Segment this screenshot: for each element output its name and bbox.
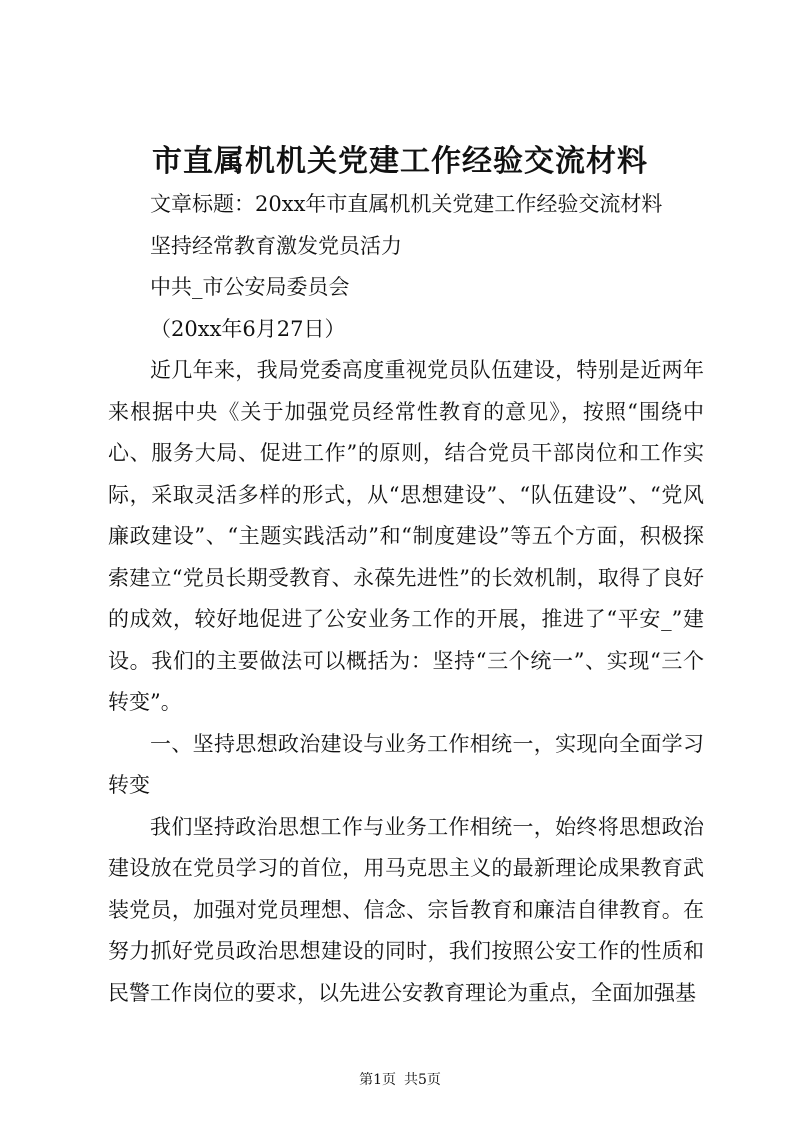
document-body xyxy=(108,184,704,1014)
document-title: 市直属机机关党建工作经验交流材料 xyxy=(152,144,648,179)
author-line: 中共_市公安局委员会 xyxy=(150,275,350,299)
subtitle-line: 坚持经常教育激发党员活力 xyxy=(150,233,402,258)
date-line: （20xx年6月27日） xyxy=(150,316,346,341)
page-number: 第1页 xyxy=(359,1072,396,1088)
body-paragraph: 我们坚持政治思想工作与业务工作相统一，始终将思想政治建设放在党员学习的首位，用马克思主义的最新理论成果教育武装党员，加强对党员理想、信念、宗旨教育和廉洁自律教育。在努力抓好党员政治思想建设的同时，我们按照公安工作的性质和民警工作岗位的要求，以先进公安教育理论为重点，全面加强基 xyxy=(108,814,704,1005)
article-title-line: 文章标题：20xx年市直属机机关党建工作经验交流材料 xyxy=(150,192,663,216)
body-paragraph: 近几年来，我局党委高度重视党员队伍建设，特别是近两年来根据中央《关于加强党员经常性教育的意见》，按照“围绕中心、服务大局、促进工作”的原则，结合党员干部岗位和工作实际，采取灵活多样的形式，从“思想建设”、“队伍建设”、“党风廉政建设”、“主题实践活动”和“制度建设”等五个方面，积极探索建立“党员长期受教育、永葆先进性”的长效机制，取得了良好的成效，较好地促进了公安业务工作的开展，推进了“平安_”建设。我们的主要做法可以概括为：坚持“三个统一”、实现“三个转变”。 xyxy=(108,358,704,714)
section-heading: 一、坚持思想政治建设与业务工作相统一，实现向全面学习转变 xyxy=(108,731,704,797)
page-footer xyxy=(0,1070,800,1090)
page-total: 共5页 xyxy=(404,1072,441,1088)
